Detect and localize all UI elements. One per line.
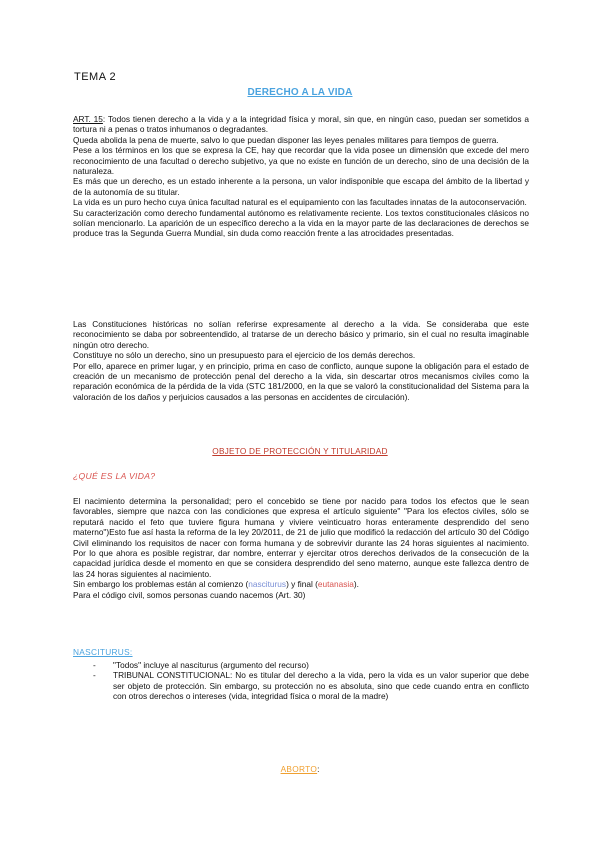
list-item: - "Todos" incluye al nasciturus (argumento del recurso)	[93, 660, 309, 670]
list-item: - TRIBUNAL CONSTITUCIONAL: No es titular del derecho a la vida, pero la vida es un valor superior que debe ser objeto de protección. Sin embargo, su protección no es absoluta, sino que cede cuando entra en conflicto con otros derechos o intereses (vida, integridad física o moral de la madre)	[93, 670, 529, 702]
tema-label: TEMA 2	[74, 71, 117, 83]
aborto-heading: ABORTO:	[280, 764, 320, 774]
art-15-paragraph	[73, 114, 529, 135]
paragraph: Para el código civil, somos personas cuando nacemos (Art. 30)	[73, 589, 306, 600]
historical-block	[73, 319, 529, 402]
paragraph: Pese a los términos en los que se expresa la CE, hay que recordar que la vida posee un dimensión que excede del mero reconocimiento de una facultad o derecho subjetivo, ya que no existe en función de un derecho, sino de una decisión de la naturaleza.	[73, 145, 529, 177]
nasciturus-heading: NASCITURUS:	[73, 647, 133, 657]
paragraph: Por ello, aparece en primer lugar, y en principio, prima en caso de conflicto, aunque supone la obligación para el estado de creación de un mecanismo de protección penal del derecho a la vida, sin descartar otros mecanismos civiles como la reparación económica de la pérdida de la vida (STC 181/2000, en la que se valoró la constitucionalidad del Sistema para la valoración de los daños y perjuicios causados a las personas en accidentes de circulación).	[73, 360, 529, 402]
art-15-text: : Todos tienen derecho a la vida y a la integridad física y moral, sin que, en ningún caso, puedan ser sometidos a tortura ni a penas o tratos inhumanos o degradantes.	[73, 114, 530, 135]
paragraph: Es más que un derecho, es un estado inherente a la persona, un valor indisponible que escapa del ámbito de la libertad y de la autonomía de su titular.	[73, 176, 529, 197]
art-15-label: ART. 15	[73, 114, 103, 124]
question-heading: ¿QUÉ ES LA VIDA?	[73, 471, 156, 481]
document-title: DERECHO A LA VIDA	[247, 87, 353, 98]
paragraph: Queda abolida la pena de muerte, salvo lo que puedan disponer las leyes penales militares para tiempos de guerra.	[73, 134, 499, 145]
paragraph: La vida es un puro hecho cuya única facultad natural es el equipamiento con las facultades innatas de la autoconservación.	[73, 197, 527, 208]
intro-block	[73, 114, 529, 239]
paragraph: Su caracterización como derecho fundamental autónomo es relativamente reciente. Los textos constitucionales clásicos no solían mencionarlo. La aparición de un específico derecho a la vida en la mayor parte de las declaraciones de derechos se produce tras la Segunda Guerra Mundial, sin duda como reacción frente a las atrocidades presentadas.	[73, 207, 529, 239]
dash-bullet: -	[93, 660, 96, 670]
nasciturus-list	[93, 660, 529, 702]
section-title: OBJETO DE PROTECCIÓN Y TITULARIDAD	[212, 446, 388, 456]
paragraph: El nacimiento determina la personalidad; pero el concebido se tiene por nacido para todos los efectos que le sean favorables, siempre que nazca con las condiciones que expresa el artículo siguiente" "Para los efectos civiles, sólo se reputará nacido el feto que tuviere figura humana y viviere veinticuatro horas enteramente desprendido del seno materno")Esto fue así hasta la reforma de la ley 20/2011, de 21 de julio que modificó la redacción del artículo 30 del Código Civil eliminando los requisitos de nacer con forma humana y de sobrevivir durante las 24 horas siguientes al nacimiento. Por lo que ahora es posible registrar, dar nombre, enterrar y ejercitar otros derechos derivados de la consecución de la capacidad jurídica desde el momento en que se considera desprendido del seno materno, aunque este fallezca dentro de las 24 horas siguientes al nacimiento.	[73, 496, 529, 579]
dash-bullet: -	[93, 670, 96, 681]
eutanasia-term: eutanasia	[317, 579, 354, 590]
problems-paragraph: Sin embargo los problemas están al comienzo (nasciturus) y final (eutanasia).	[73, 579, 359, 590]
life-definition-block	[73, 496, 529, 600]
paragraph: Constituye no sólo un derecho, sino un presupuesto para el ejercicio de los demás derechos.	[73, 350, 416, 361]
paragraph: Las Constituciones históricas no solían referirse expresamente al derecho a la vida. Se consideraba que este reconocimiento se daba por sobreentendido, al tratarse de un derecho básico y primario, sin el cual no resulta imaginable ningún otro derecho.	[73, 319, 529, 350]
nasciturus-term: nasciturus	[248, 579, 287, 590]
